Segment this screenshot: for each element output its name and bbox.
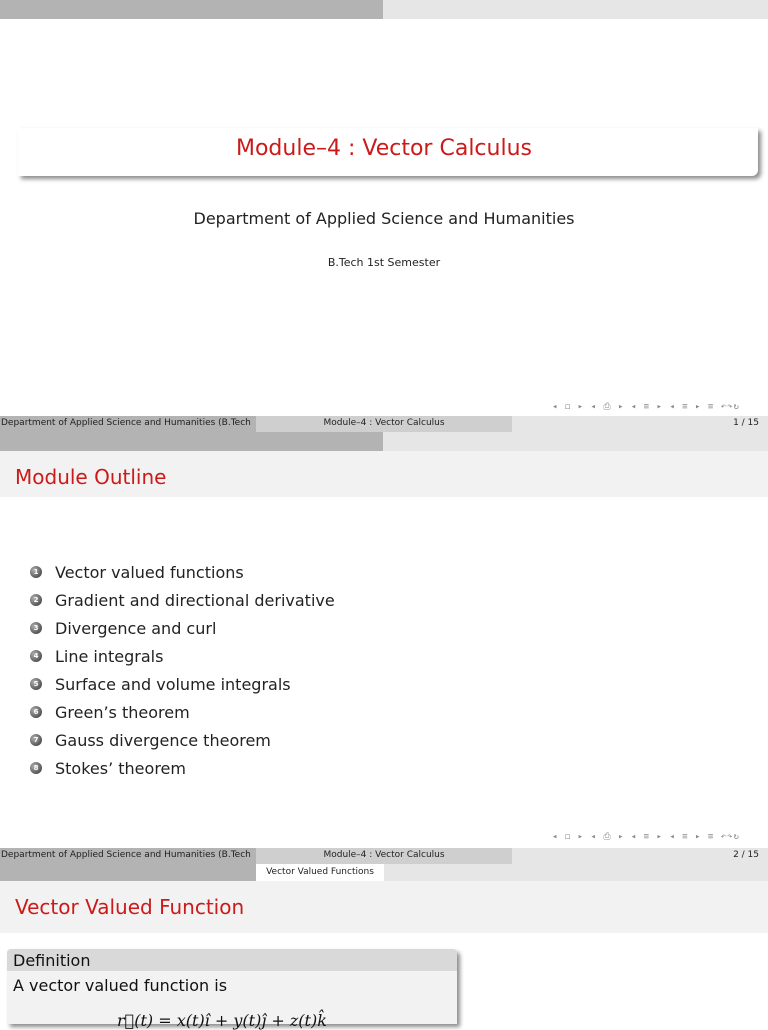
footer-author: Department of Applied Science and Humanities (B.Tech: [1, 418, 251, 428]
definition-block: [7, 949, 457, 1030]
numbered-ball-icon: 1: [30, 566, 42, 578]
frame-title: Vector Valued Function: [15, 895, 245, 919]
slide-header-bar: [0, 0, 768, 19]
footer-title: Module–4 : Vector Calculus: [323, 418, 445, 428]
navigation-symbols[interactable]: ◂ ◻ ▸ ◂ ⎙ ▸ ◂ ≡ ▸ ◂ ≡ ▸ ≡ ↶↷↻: [552, 402, 740, 412]
definition-formula: r⃗(t) = x(t)î + y(t)ĵ + z(t)k̂: [117, 1011, 327, 1030]
footer-page-number: 2 / 15: [733, 850, 759, 860]
list-item: 6 Green’s theorem: [30, 698, 335, 726]
footer-title: Module–4 : Vector Calculus: [323, 850, 445, 860]
semester-label: B.Tech 1st Semester: [327, 256, 441, 269]
outline-list: [30, 558, 335, 782]
footer-bar: [0, 848, 768, 864]
list-item: 3 Divergence and curl: [30, 614, 335, 642]
footer-bar: [0, 416, 768, 432]
list-item: 8 Stokes’ theorem: [30, 754, 335, 782]
numbered-ball-icon: 4: [30, 650, 42, 662]
footer-page-number: 1 / 15: [733, 418, 759, 428]
section-label: Vector Valued Functions: [256, 864, 384, 881]
numbered-ball-icon: 5: [30, 678, 42, 690]
frame-title-bar: [0, 451, 768, 497]
navigation-symbols[interactable]: ◂ ◻ ▸ ◂ ⎙ ▸ ◂ ≡ ▸ ◂ ≡ ▸ ≡ ↶↷↻: [552, 832, 740, 842]
list-item: 7 Gauss divergence theorem: [30, 726, 335, 754]
list-item: 4 Line integrals: [30, 642, 335, 670]
slide-header-bar: [0, 432, 768, 451]
definition-header: [7, 949, 457, 971]
frame-title-bar: [0, 881, 768, 933]
slide-title: Module–4 : Vector Calculus: [235, 136, 532, 161]
list-item: 5 Surface and volume integrals: [30, 670, 335, 698]
numbered-ball-icon: 6: [30, 706, 42, 718]
slide-header-bar: [0, 864, 768, 881]
frame-title: Module Outline: [15, 465, 167, 489]
list-item: 2 Gradient and directional derivative: [30, 586, 335, 614]
department-name: Department of Applied Science and Humanities: [193, 209, 575, 228]
numbered-ball-icon: 7: [30, 734, 42, 746]
definition-title: Definition: [13, 951, 91, 970]
definition-text: A vector valued function is: [13, 976, 228, 995]
numbered-ball-icon: 3: [30, 622, 42, 634]
numbered-ball-icon: 2: [30, 594, 42, 606]
list-item: 1 Vector valued functions: [30, 558, 335, 586]
footer-author: Department of Applied Science and Humanities (B.Tech: [1, 850, 251, 860]
numbered-ball-icon: 8: [30, 762, 42, 774]
